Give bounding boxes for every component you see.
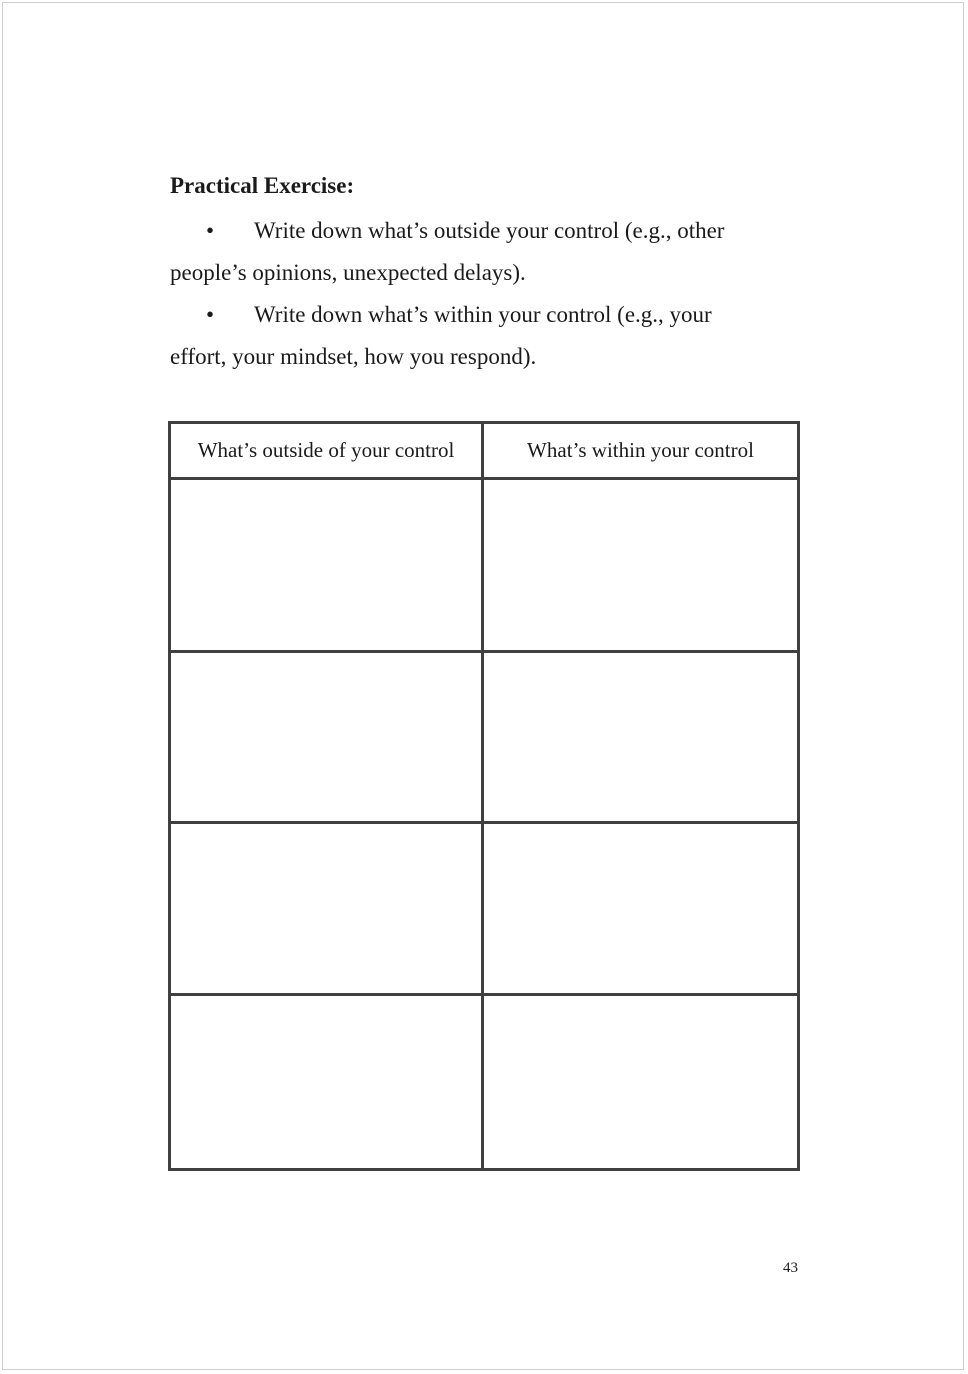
within-entry-cell-2[interactable] xyxy=(484,653,797,824)
bullet-line xyxy=(170,294,800,336)
bullet-marker: • xyxy=(206,302,215,327)
outside-entry-cell-4[interactable] xyxy=(171,996,484,1168)
bullet-continuation: people’s opinions, unexpected delays). xyxy=(170,260,526,285)
bullet-continuation: effort, your mindset, how you respond). xyxy=(170,344,537,369)
within-entry-cell-4[interactable] xyxy=(484,996,797,1168)
within-entry-cell-1[interactable] xyxy=(484,480,797,653)
exercise-section xyxy=(170,168,800,378)
exercise-heading: Practical Exercise: xyxy=(170,173,355,198)
bullet-line xyxy=(170,210,800,252)
outside-entry-cell-3[interactable] xyxy=(171,824,484,996)
outside-entry-cell-2[interactable] xyxy=(171,653,484,824)
bullet-text: Write down what’s outside your control (e.g., other xyxy=(254,218,725,243)
header-outside-control: What’s outside of your control xyxy=(171,424,484,480)
bullet-item-outside xyxy=(170,210,800,294)
bullet-text: Write down what’s within your control (e.g., your xyxy=(254,302,712,327)
control-worksheet-table xyxy=(168,421,800,1171)
within-entry-cell-3[interactable] xyxy=(484,824,797,996)
bullet-item-within xyxy=(170,294,800,378)
bullet-marker: • xyxy=(206,218,215,243)
header-within-control: What’s within your control xyxy=(484,424,797,480)
page-number: 43 xyxy=(783,1260,798,1276)
outside-entry-cell-1[interactable] xyxy=(171,480,484,653)
